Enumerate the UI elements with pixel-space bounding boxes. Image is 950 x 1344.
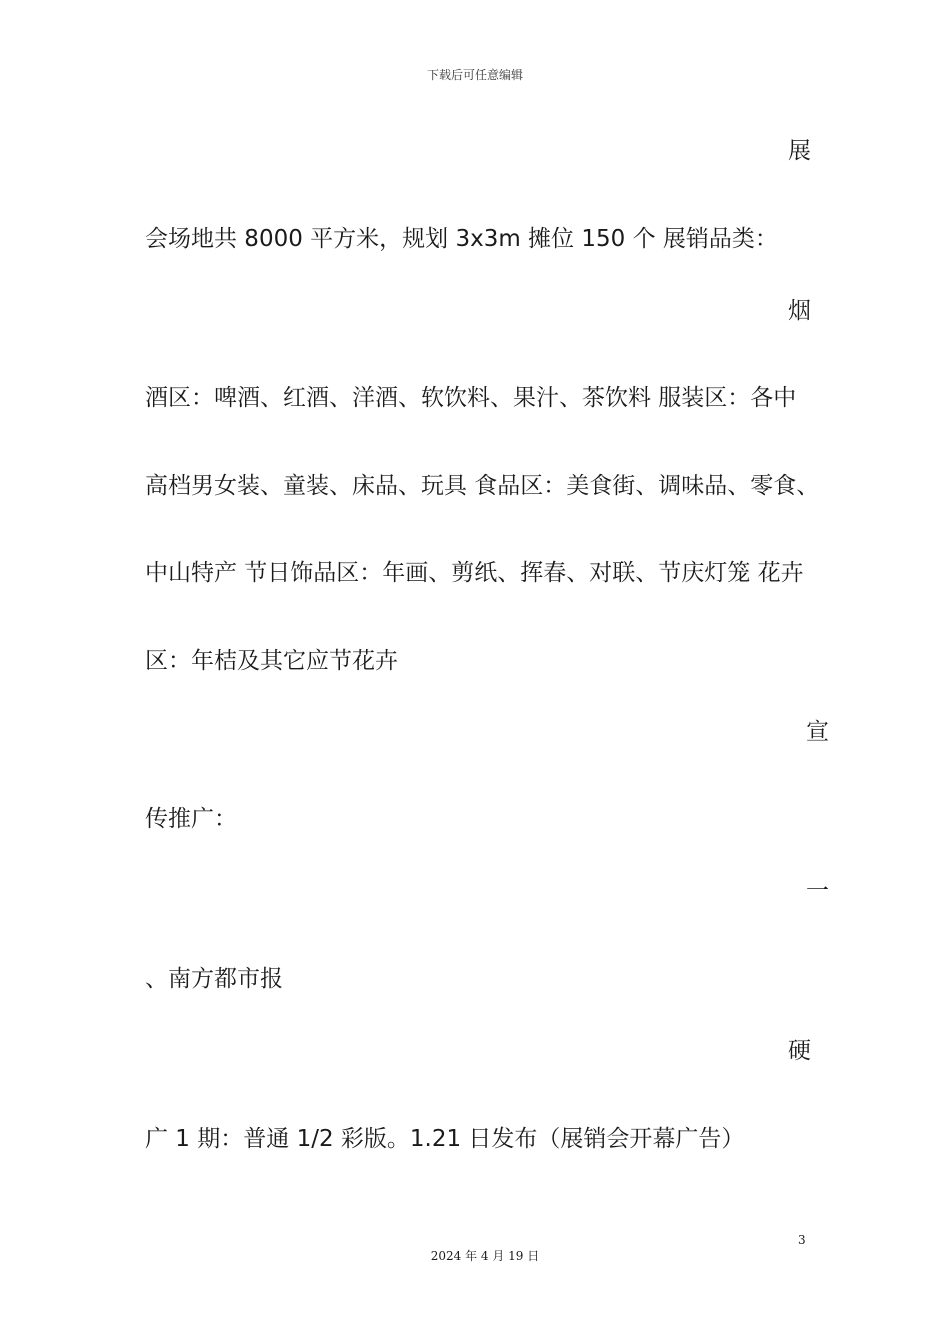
text-line-promo: 传推广： xyxy=(145,806,237,832)
header-note: 下载后可任意编辑 xyxy=(426,68,523,82)
text-char-dash: 一 xyxy=(806,878,829,904)
text-line-ad: 广 1 期：普通 1/2 彩版。1.21 日发布（展销会开幕广告） xyxy=(145,1126,745,1152)
text-line-drinks: 酒区：啤酒、红酒、洋酒、软饮料、果汁、茶饮料 服装区：各中 xyxy=(145,385,797,411)
text-char-ying: 硬 xyxy=(788,1038,811,1064)
text-char-zhan: 展 xyxy=(788,138,811,164)
text-line-festival: 中山特产 节日饰品区：年画、剪纸、挥春、对联、节庆灯笼 花卉 xyxy=(145,560,804,586)
text-line-venue: 会场地共 8000 平方米，规划 3x3m 摊位 150 个 展销品类： xyxy=(145,226,778,252)
text-line-clothing: 高档男女装、童装、床品、玩具 食品区：美食街、调味品、零食、 xyxy=(145,473,820,499)
footer-date: 2024 年 4 月 19 日 xyxy=(430,1249,540,1263)
text-line-flowers: 区：年桔及其它应节花卉 xyxy=(145,648,398,674)
page-number: 3 xyxy=(798,1233,806,1247)
text-char-yan: 烟 xyxy=(788,298,811,324)
text-char-xuan: 宣 xyxy=(806,719,829,745)
text-line-newspaper: 、南方都市报 xyxy=(145,966,283,992)
